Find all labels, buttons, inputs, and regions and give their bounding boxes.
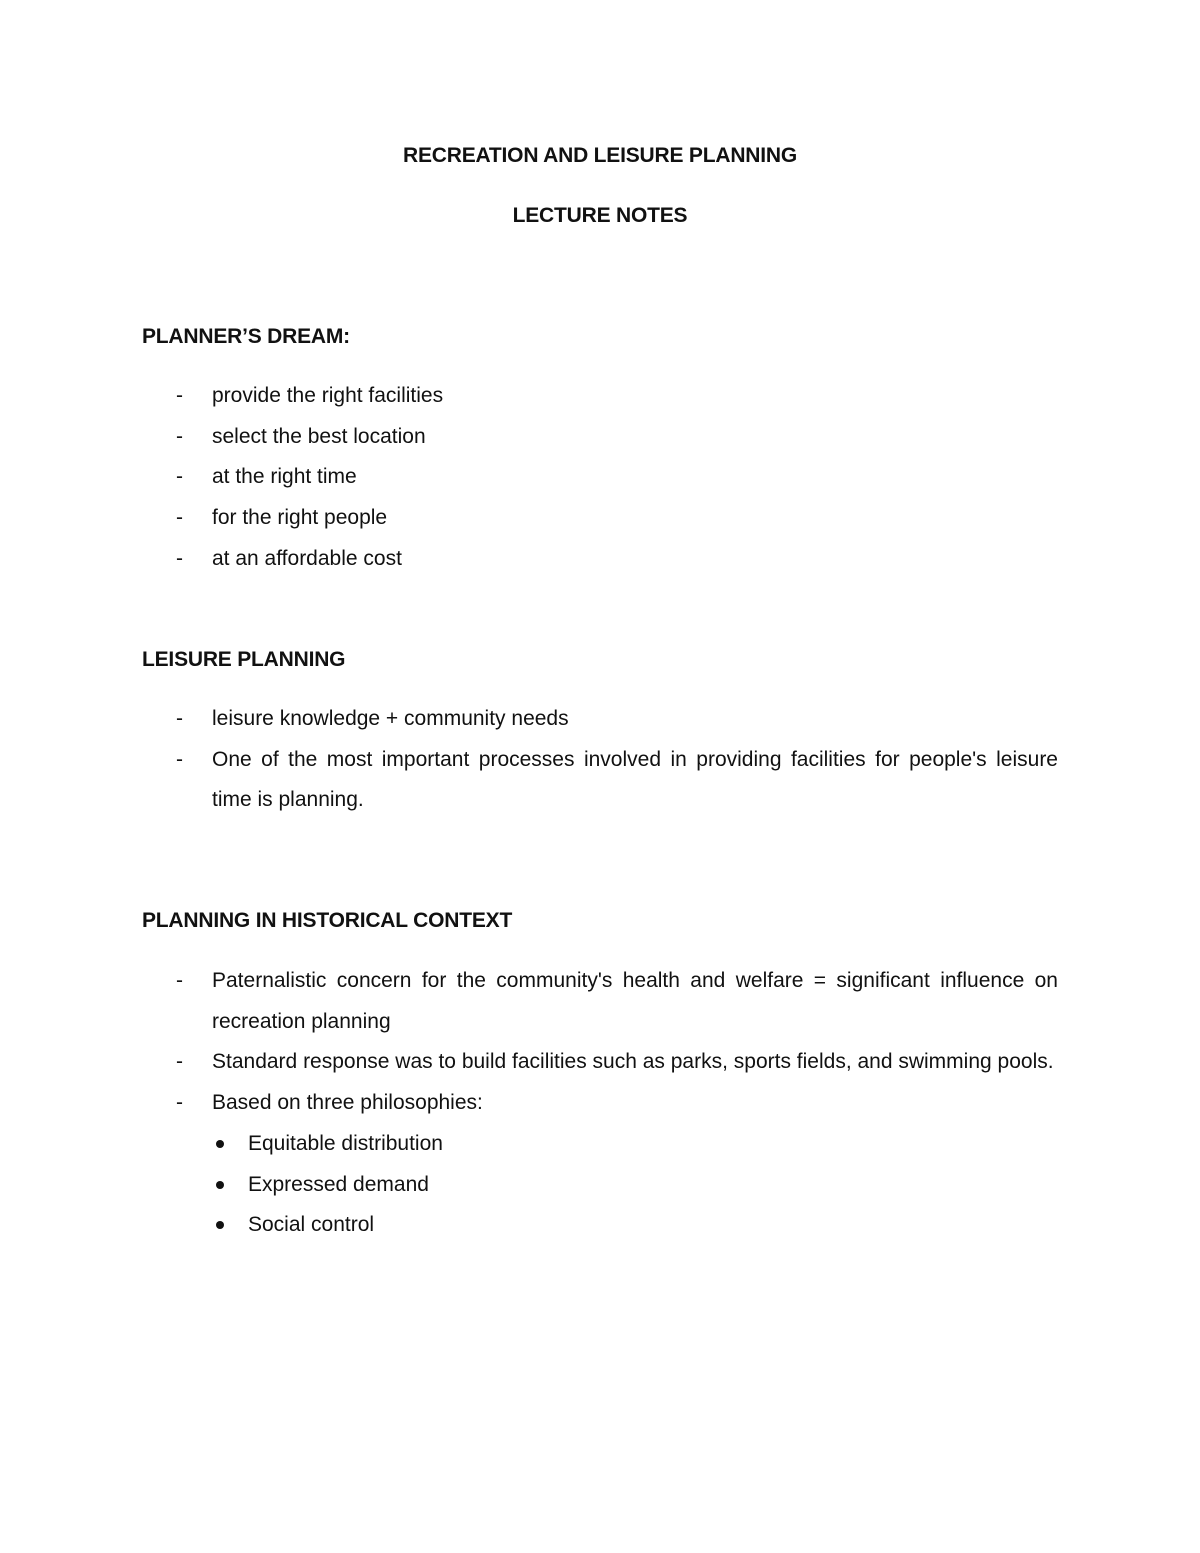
- list-item: [142, 961, 1058, 1042]
- list-item-text: provide the right facilities: [212, 384, 444, 407]
- dash-icon: -: [176, 465, 183, 489]
- list-item-text: leisure knowledge + community needs: [212, 707, 569, 730]
- leisure-planning-list: [142, 699, 1058, 821]
- philosophies-list: [142, 1124, 1058, 1246]
- dash-icon: -: [176, 969, 183, 992]
- bullet-item-text: Social control: [248, 1213, 375, 1237]
- section-heading-historical-context: PLANNING IN HISTORICAL CONTEXT: [142, 909, 513, 932]
- historical-context-list: [142, 961, 1058, 1246]
- list-item-text: at an affordable cost: [212, 546, 402, 570]
- dash-icon: -: [176, 424, 183, 448]
- bullet-item: [142, 1124, 1058, 1165]
- list-item: [142, 1083, 1058, 1246]
- list-item: [142, 699, 1058, 740]
- list-item: [142, 1042, 1058, 1083]
- list-item: [142, 539, 1058, 580]
- dash-icon: -: [176, 546, 183, 570]
- document-title: RECREATION AND LEISURE PLANNING: [403, 144, 797, 167]
- dash-icon: -: [176, 1050, 183, 1074]
- bullet-icon: [216, 1181, 224, 1189]
- list-item: [142, 740, 1058, 821]
- bullet-icon: [216, 1140, 224, 1148]
- dash-icon: -: [176, 506, 183, 530]
- list-item: [142, 457, 1058, 498]
- list-item-text: Based on three philosophies:: [212, 1091, 483, 1115]
- bullet-icon: [216, 1221, 224, 1229]
- document-subtitle: LECTURE NOTES: [512, 204, 688, 227]
- section-heading-leisure-planning: LEISURE PLANNING: [142, 648, 346, 671]
- list-item-text: One of the most important processes involved in providing facilities for people's leisure time is planning.: [212, 747, 1058, 812]
- list-item: [142, 498, 1058, 539]
- list-item-text: select the best location: [212, 424, 426, 448]
- list-item-text: Paternalistic concern for the community's health and welfare = significant influence on recreation planning: [212, 969, 1058, 1033]
- list-item-text: Standard response was to build facilities such as parks, sports fields, and swimming pools.: [212, 1050, 1054, 1074]
- list-item-text: at the right time: [212, 465, 357, 489]
- bullet-item: [142, 1165, 1058, 1206]
- list-item: [142, 376, 1058, 417]
- bullet-item: [142, 1205, 1058, 1246]
- dash-icon: -: [176, 1091, 183, 1115]
- bullet-item-text: Equitable distribution: [248, 1131, 443, 1155]
- dash-icon: -: [176, 747, 183, 771]
- planners-dream-list: [142, 376, 1058, 580]
- dash-icon: -: [176, 384, 183, 407]
- list-item: [142, 417, 1058, 458]
- dash-icon: -: [176, 707, 183, 730]
- section-heading-planners-dream: PLANNER’S DREAM:: [142, 325, 350, 348]
- list-item-text: for the right people: [212, 506, 388, 530]
- bullet-item-text: Expressed demand: [248, 1172, 429, 1196]
